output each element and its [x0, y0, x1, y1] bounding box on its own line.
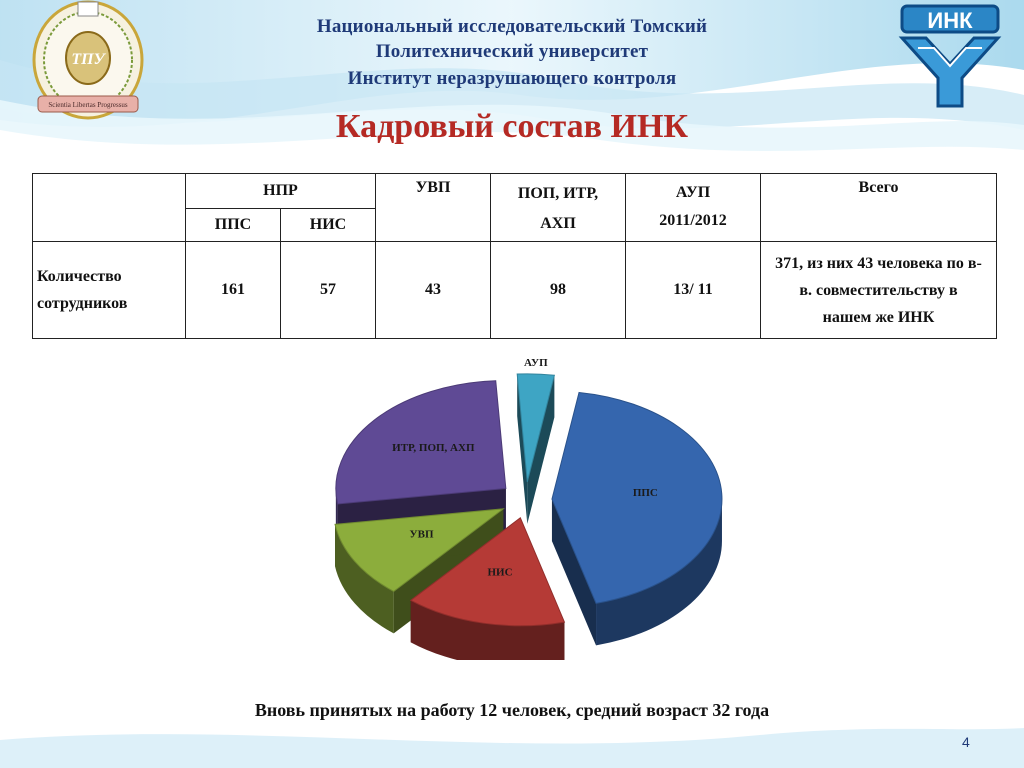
table-corner-cell — [33, 174, 186, 242]
header-aup: АУП 2011/2012 — [626, 174, 761, 242]
pie-label-2: НИС — [487, 566, 513, 579]
header-npr: НПР — [186, 174, 376, 209]
table-row — [33, 242, 997, 339]
cell-total: 371, из них 43 человека по в- в. совместительству в нашем же ИНК — [761, 242, 997, 339]
row-label: Количество сотрудников — [33, 242, 186, 339]
pie-chart-svg — [282, 350, 770, 660]
cell-pps: 161 — [186, 242, 281, 339]
staff-pie-chart — [282, 350, 770, 660]
svg-text:ИНК: ИНК — [927, 8, 973, 33]
svg-text:ТПУ: ТПУ — [71, 51, 105, 68]
pie-label-1: ППС — [632, 487, 658, 500]
pie-slice-5 — [517, 374, 554, 524]
header-pps: ППС — [186, 209, 281, 242]
footer-new-hires: Вновь принятых на работу 12 человек, средний возраст 32 года — [254, 700, 770, 720]
pie-label-4: ИТР, ПОП, АХП — [392, 441, 475, 454]
cell-uvp: 43 — [376, 242, 491, 339]
header-pop-itr-ahp: ПОП, ИТР, АХП — [491, 174, 626, 242]
header-university-line2: Политехнический университет — [375, 41, 649, 62]
page-number: 4 — [962, 734, 970, 750]
slide-title: Кадровый состав ИНК — [335, 108, 689, 145]
pie-label-5: АУП — [524, 356, 548, 369]
header-uvp: УВП — [376, 174, 491, 242]
cell-nis: 57 — [281, 242, 376, 339]
pie-label-3: УВП — [409, 528, 434, 541]
header-university-line1: Национальный исследовательский Томский — [316, 16, 708, 37]
header-institute-line: Институт неразрушающего контроля — [347, 68, 677, 89]
pie-slice-1 — [552, 392, 722, 645]
svg-text:Scientia Libertas Progressus: Scientia Libertas Progressus — [48, 101, 128, 109]
header-total: Всего — [761, 174, 997, 242]
header-nis: НИС — [281, 209, 376, 242]
cell-aup: 13/ 11 — [626, 242, 761, 339]
cell-pop: 98 — [491, 242, 626, 339]
staff-table — [32, 173, 997, 339]
